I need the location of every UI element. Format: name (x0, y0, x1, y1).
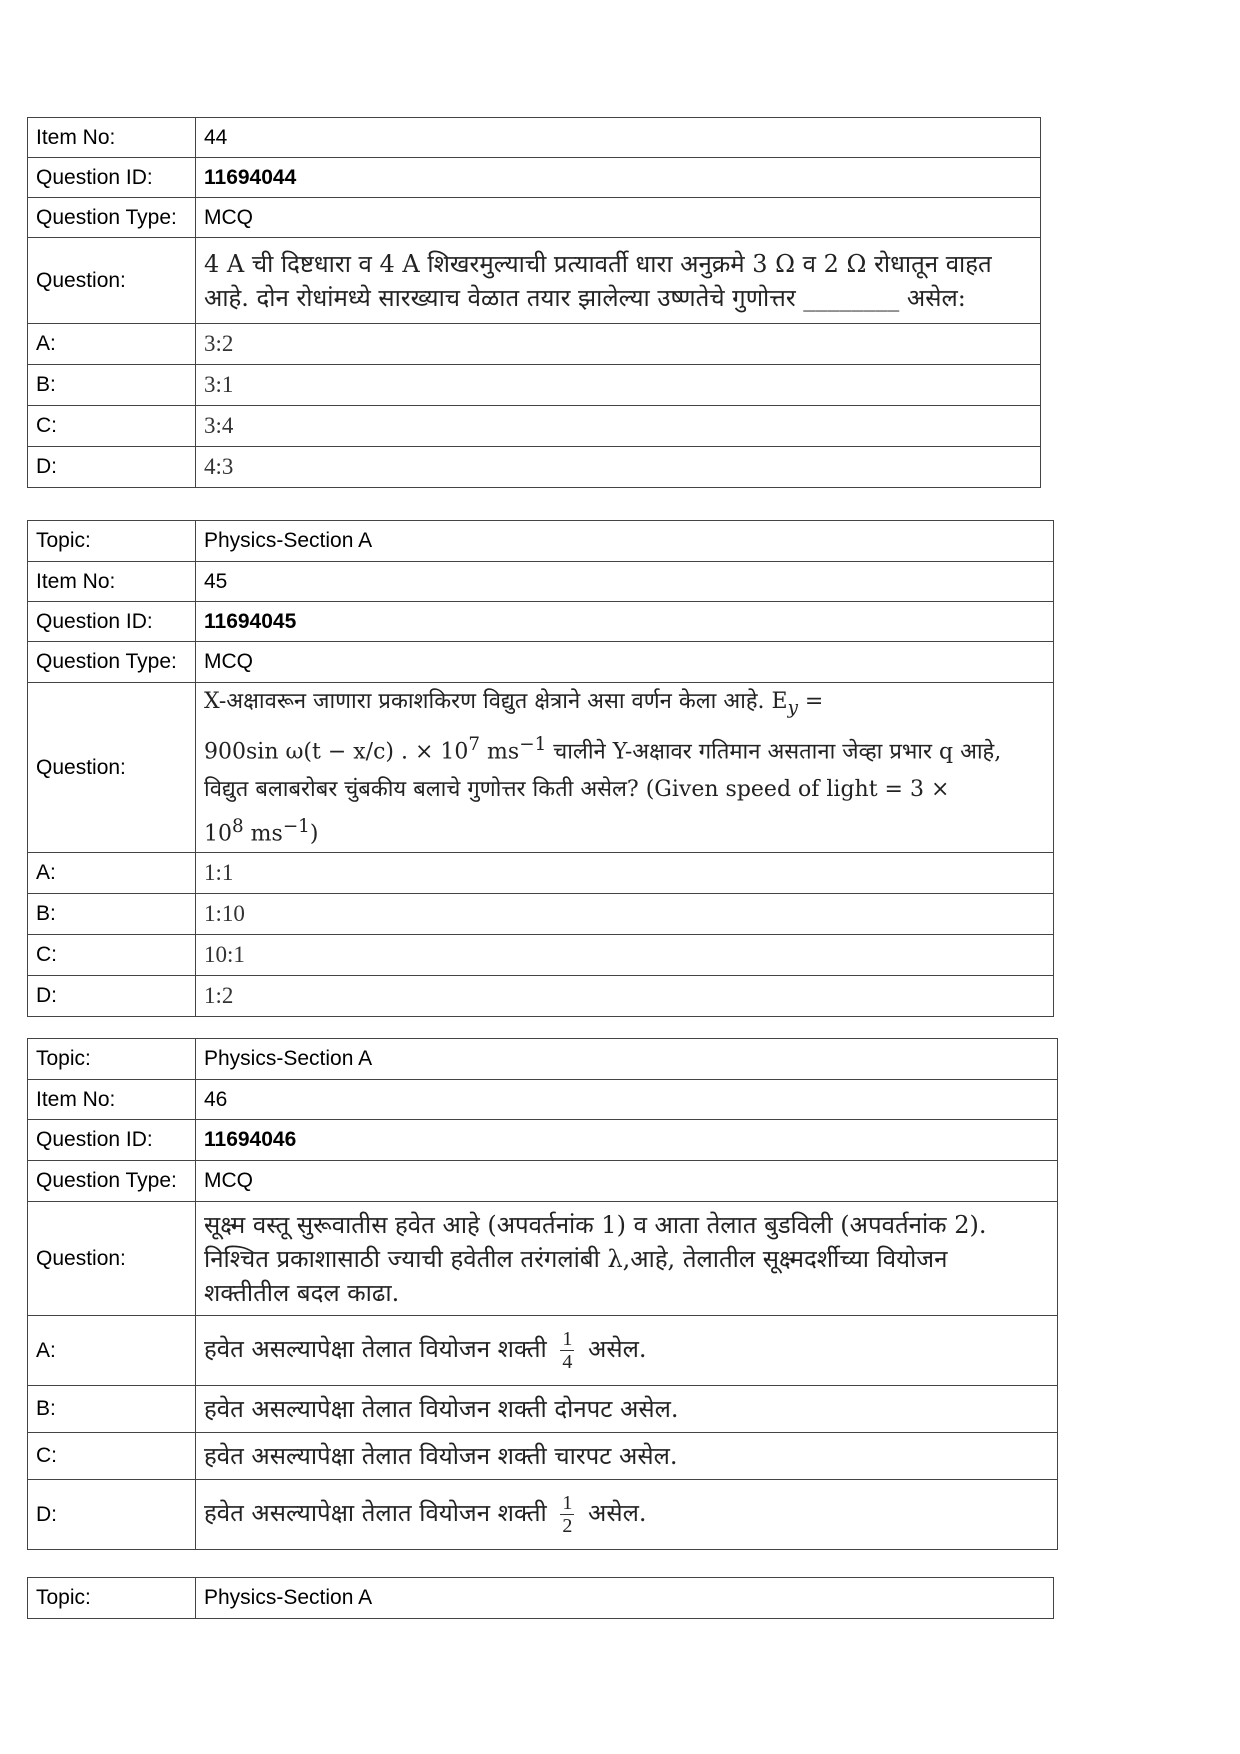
option-b-label: B: (28, 1386, 196, 1433)
subscript: y (787, 697, 798, 719)
option-a-label: A: (28, 324, 196, 365)
question-text (196, 238, 1041, 324)
question-text (196, 1202, 1058, 1316)
option-d-text (196, 1480, 1058, 1550)
option-fragment: असेल. (588, 1499, 647, 1527)
question-line: सूक्ष्म वस्तू सुरूवातीस हवेत आहे (अपवर्तनांक 1) व आता तेलात बुडविली (अपवर्तनांक 2). (204, 1210, 987, 1239)
option-c-text: हवेत असल्यापेक्षा तेलात वियोजन शक्ती चारपट असेल. (196, 1433, 1058, 1480)
item-no-label: Item No: (28, 118, 196, 158)
superscript: −1 (282, 815, 310, 837)
option-a-label: A: (28, 853, 196, 894)
item-no-value: 44 (196, 118, 1041, 158)
question-type-value: MCQ (196, 642, 1054, 683)
question-table-46 (27, 1038, 1058, 1550)
superscript: 7 (468, 734, 481, 756)
option-fragment: असेल. (588, 1335, 647, 1363)
item-no-label: Item No: (28, 1080, 196, 1120)
option-c-label: C: (28, 935, 196, 976)
option-a-text: 3:2 (196, 324, 1041, 365)
question-type-value: MCQ (196, 198, 1041, 238)
topic-value: Physics-Section A (196, 1039, 1058, 1080)
question-fragment: = (797, 689, 824, 714)
topic-value: Physics-Section A (196, 1578, 1054, 1619)
option-c-text: 3:4 (196, 406, 1041, 447)
item-no-value: 45 (196, 562, 1054, 602)
superscript: −1 (519, 734, 547, 756)
question-fragment: 900sin ω(t − x/c) . × 10 (204, 739, 469, 765)
fraction (560, 1492, 574, 1537)
option-b-text: 3:1 (196, 365, 1041, 406)
question-line: आहे. दोन रोधांमध्ये सारख्याच वेळात तयार झालेल्या उष्णतेचे गुणोत्तर ________ असेल: (204, 283, 966, 312)
question-fragment: ) (309, 821, 319, 847)
question-id-value: 11694046 (196, 1120, 1058, 1161)
question-fragment: X-अक्षावरून जाणारा प्रकाशकिरण विद्युत क्षेत्राने असा वर्णन केला आहे. E (204, 689, 788, 714)
question-label: Question: (28, 683, 196, 853)
option-d-label: D: (28, 447, 196, 488)
question-id-label: Question ID: (28, 1120, 196, 1161)
question-type-label: Question Type: (28, 642, 196, 683)
fraction-numerator: 1 (562, 1328, 573, 1350)
question-line (204, 726, 1045, 770)
question-line (204, 683, 1045, 726)
option-a-label: A: (28, 1316, 196, 1386)
question-type-label: Question Type: (28, 1161, 196, 1202)
option-fragment: हवेत असल्यापेक्षा तेलात वियोजन शक्ती (204, 1499, 547, 1527)
option-c-label: C: (28, 406, 196, 447)
option-b-label: B: (28, 894, 196, 935)
fraction-numerator: 1 (562, 1492, 573, 1514)
option-b-label: B: (28, 365, 196, 406)
fraction (560, 1328, 574, 1373)
question-id-value: 11694045 (196, 602, 1054, 642)
question-label: Question: (28, 238, 196, 324)
option-c-label: C: (28, 1433, 196, 1480)
question-id-value: 11694044 (196, 158, 1041, 198)
question-id-label: Question ID: (28, 158, 196, 198)
question-table-47 (27, 1577, 1054, 1619)
option-fragment: हवेत असल्यापेक्षा तेलात वियोजन शक्ती (204, 1335, 547, 1363)
item-no-label: Item No: (28, 562, 196, 602)
question-line: निश्चित प्रकाशासाठी ज्याची हवेतील तरंगलांबी λ,आहे, तेलातील सूक्ष्मदर्शीच्या वियोजन (204, 1244, 948, 1273)
question-line: विद्युत बलाबरोबर चुंबकीय बलाचे गुणोत्तर किती असेल? (Given speed of light = 3 × (204, 776, 950, 802)
question-type-label: Question Type: (28, 198, 196, 238)
option-d-label: D: (28, 976, 196, 1017)
superscript: 8 (232, 815, 244, 837)
fraction-denominator: 2 (562, 1515, 573, 1537)
question-fragment: ms (480, 739, 520, 765)
question-fragment: ms (243, 821, 283, 847)
topic-label: Topic: (28, 521, 196, 562)
question-fragment: चालीने Y-अक्षावर गतिमान असताना जेव्हा प्रभार q आहे, (546, 739, 1002, 765)
question-fragment: 10 (204, 821, 232, 847)
question-id-label: Question ID: (28, 602, 196, 642)
question-type-value: MCQ (196, 1161, 1058, 1202)
option-d-text: 1:2 (196, 976, 1054, 1017)
question-label: Question: (28, 1202, 196, 1316)
topic-label: Topic: (28, 1039, 196, 1080)
fraction-denominator: 4 (562, 1351, 573, 1373)
option-d-text: 4:3 (196, 447, 1041, 488)
topic-value: Physics-Section A (196, 521, 1054, 562)
topic-label: Topic: (28, 1578, 196, 1619)
question-table-45 (27, 520, 1054, 1017)
option-b-text: 1:10 (196, 894, 1054, 935)
question-table-44 (27, 117, 1041, 488)
option-d-label: D: (28, 1480, 196, 1550)
option-b-text: हवेत असल्यापेक्षा तेलात वियोजन शक्ती दोनपट असेल. (196, 1386, 1058, 1433)
option-c-text: 10:1 (196, 935, 1054, 976)
question-line (204, 808, 1045, 852)
option-a-text (196, 1316, 1058, 1386)
question-line: शक्तीतील बदल काढा. (204, 1278, 400, 1307)
option-a-text: 1:1 (196, 853, 1054, 894)
item-no-value: 46 (196, 1080, 1058, 1120)
question-text (196, 683, 1054, 853)
question-line: 4 A ची दिष्टधारा व 4 A शिखरमुल्याची प्रत्यावर्ती धारा अनुक्रमे 3 Ω व 2 Ω रोधातून वाहत (204, 249, 992, 278)
